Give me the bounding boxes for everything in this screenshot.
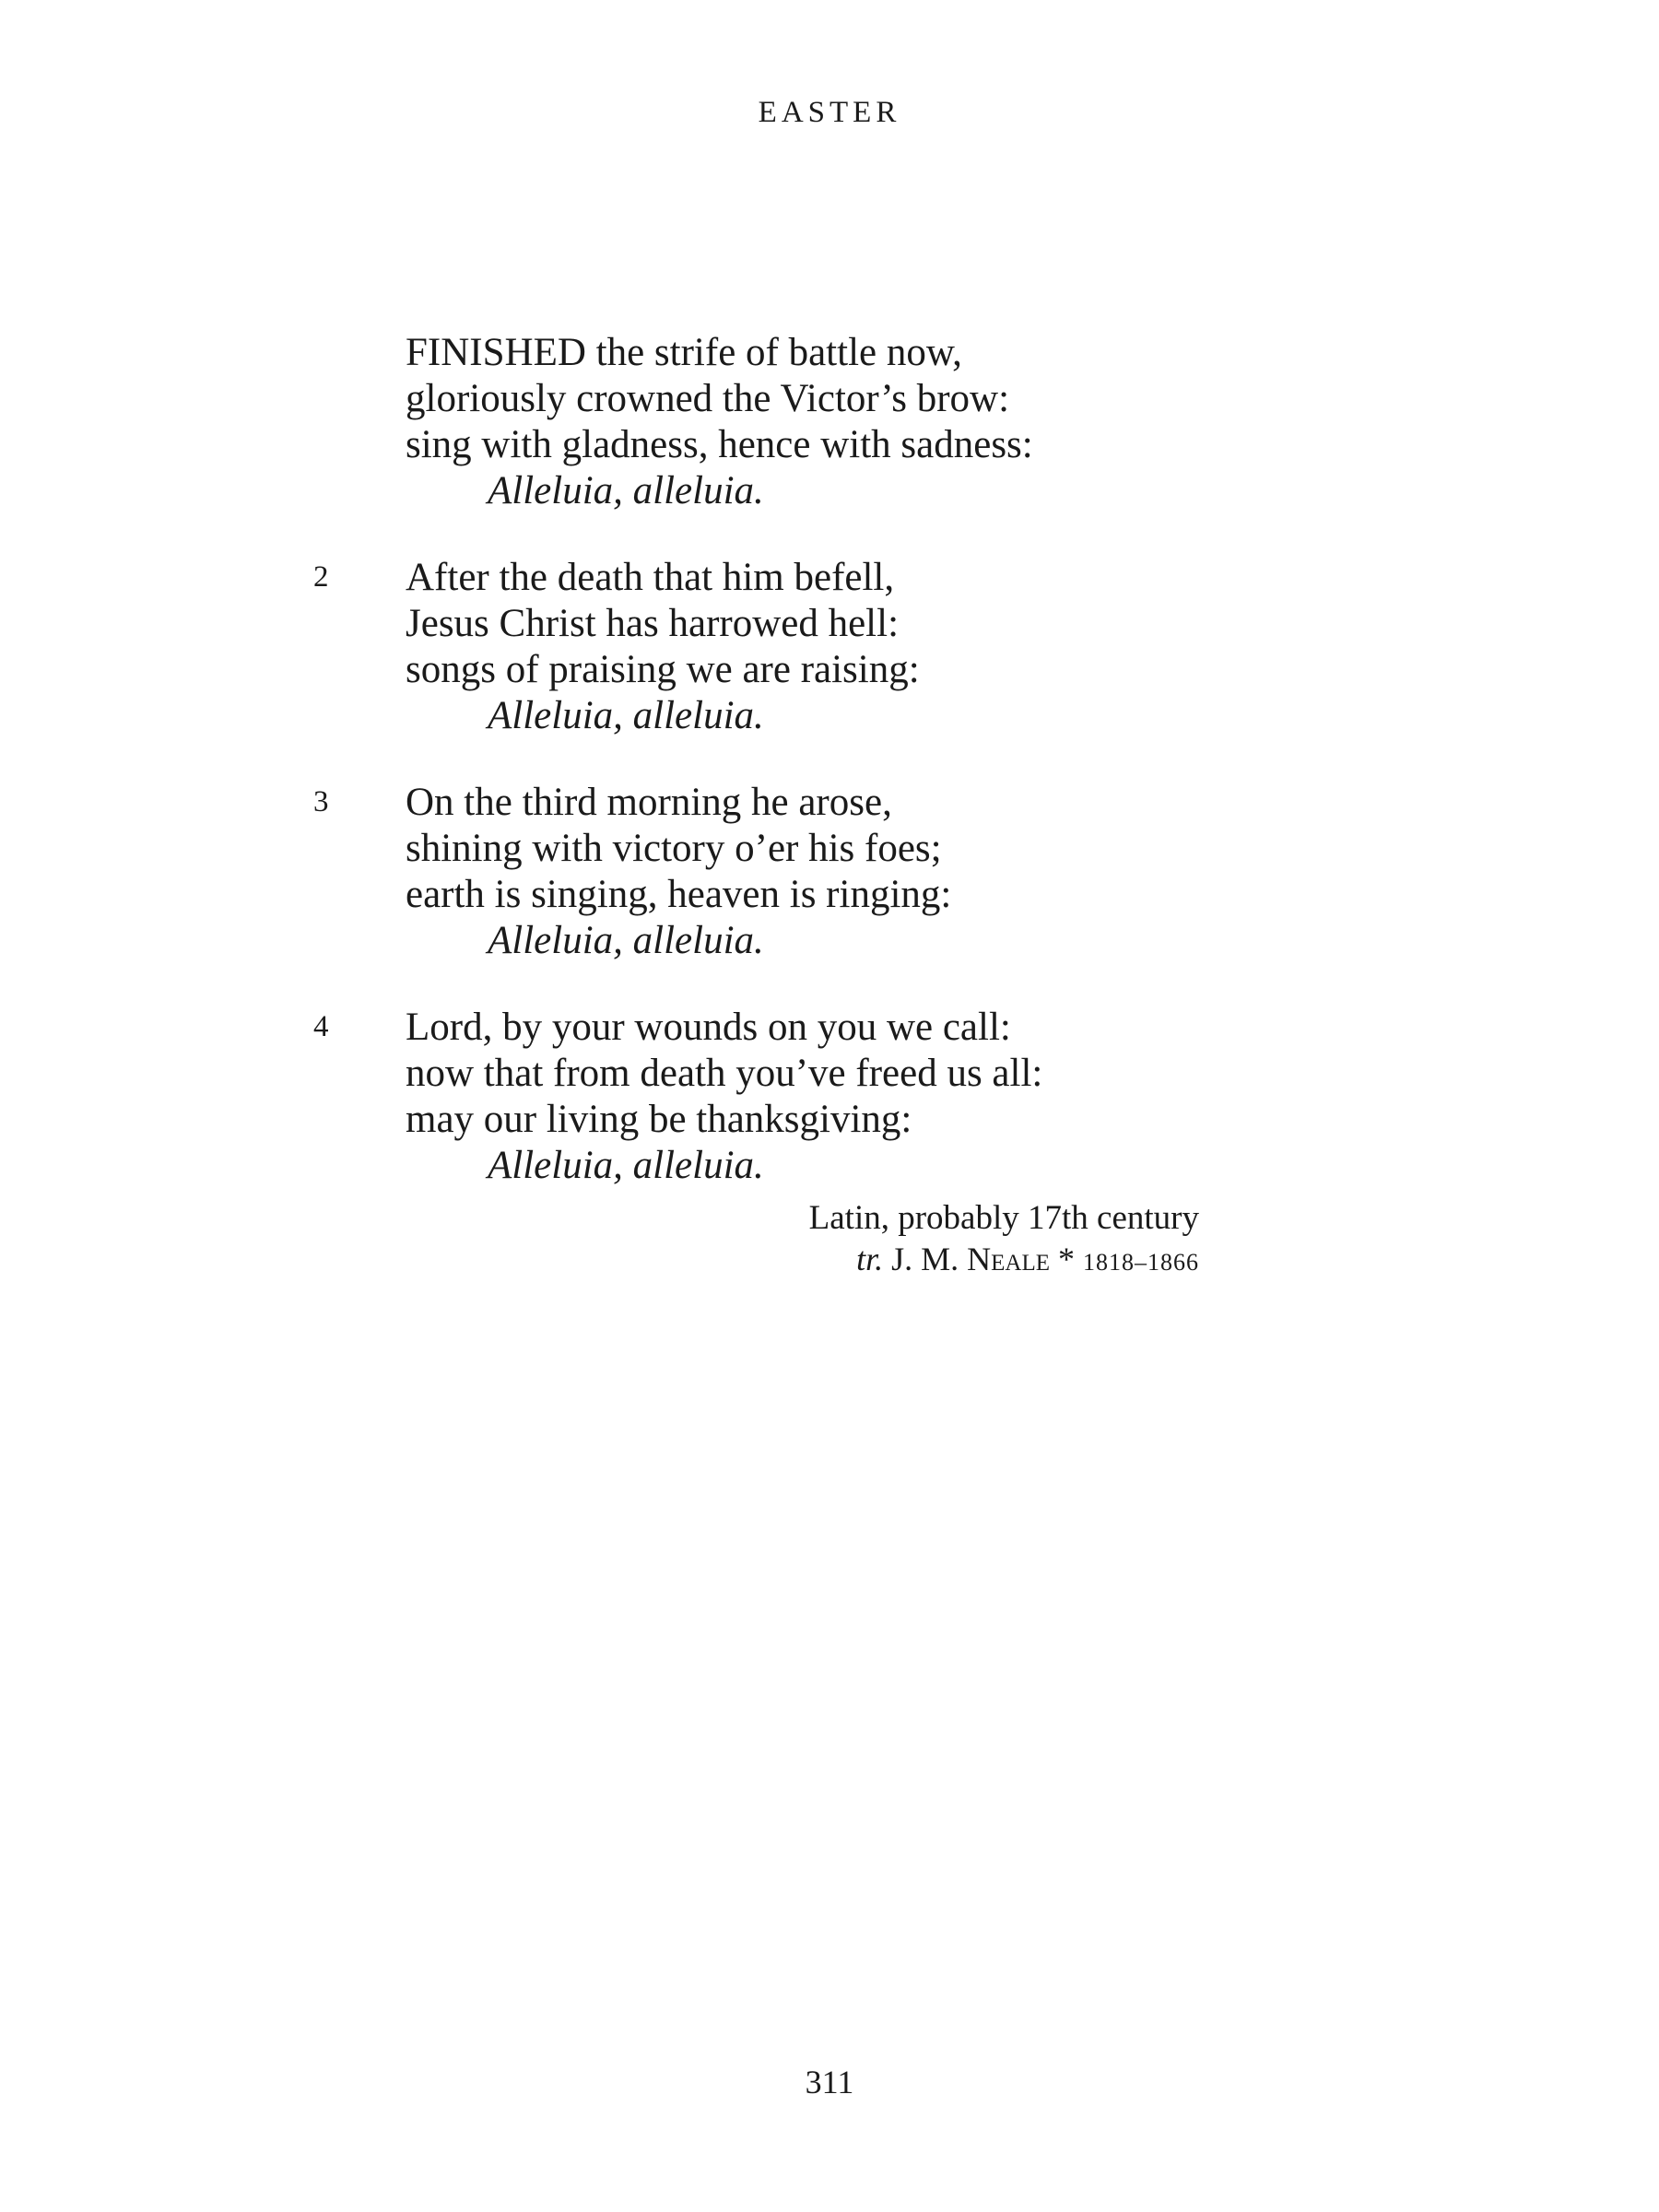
running-head: EASTER [758, 96, 901, 129]
verse-number: 2 [313, 560, 329, 594]
translator-dates: 1818–1866 [1083, 1249, 1199, 1276]
asterisk-marker: * [1058, 1241, 1075, 1277]
verse-line: shining with victory o’er his foes; [406, 827, 942, 870]
verse-line: After the death that him befell, [406, 556, 895, 599]
verse-number: 4 [313, 1010, 329, 1043]
verse-line: FINISHED the strife of battle now, [406, 331, 962, 374]
translator-name: J. M. Neale [891, 1241, 1050, 1277]
verse-line: sing with gladness, hence with sadness: [406, 423, 1033, 466]
verse-lines [406, 330, 1235, 514]
verse-number: 3 [313, 785, 329, 818]
verse-2 [313, 555, 1235, 739]
refrain: Alleluia, alleluia. [488, 919, 764, 962]
attribution-translator [809, 1239, 1199, 1283]
hymn-text [313, 330, 1235, 1230]
verse-3 [313, 780, 1235, 964]
attribution-source: Latin, probably 17th century [808, 1199, 1199, 1237]
refrain: Alleluia, alleluia. [488, 694, 764, 737]
verse-line: earth is singing, heaven is ringing: [406, 873, 952, 916]
verse-lines [406, 555, 1235, 739]
verse-lines [406, 1005, 1235, 1189]
attribution [809, 1198, 1199, 1283]
page-number: 311 [805, 2064, 854, 2100]
verse-line: Lord, by your wounds on you we call: [406, 1006, 1011, 1049]
verse-line: gloriously crowned the Victor’s brow: [406, 377, 1010, 420]
translator-prefix: tr. [856, 1241, 884, 1277]
verse-line: On the third morning he arose, [406, 781, 892, 824]
refrain: Alleluia, alleluia. [488, 1144, 764, 1187]
verse-4 [313, 1005, 1235, 1189]
refrain: Alleluia, alleluia. [488, 469, 764, 512]
verse-line: may our living be thanksgiving: [406, 1098, 912, 1141]
verse-line: Jesus Christ has harrowed hell: [406, 602, 900, 645]
verse-1 [313, 330, 1235, 514]
verse-line: now that from death you’ve freed us all: [406, 1052, 1043, 1095]
verse-lines [406, 780, 1235, 964]
verse-line: songs of praising we are raising: [406, 648, 920, 691]
